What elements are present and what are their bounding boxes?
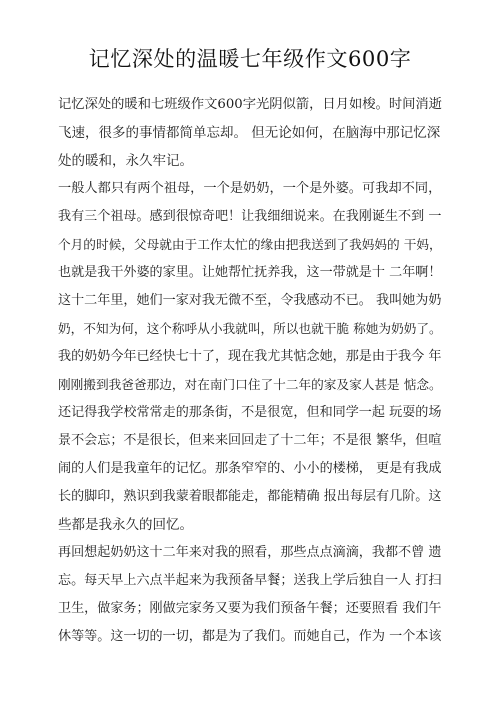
body-line: 飞速，很多的事情都简单忘却。 但无论如何，在脑海中那记忆深 [58, 125, 441, 141]
body-line: 这十二年里，她们一家对我无微不至，令我感动不已。 我叫她为奶 [58, 293, 442, 308]
body-line: 再回想起奶奶这十二年来对我的照看，那些点点滴滴，我都不曾 遗 [58, 545, 442, 560]
body-line: 长的脚印，熟识到我蒙着眼都能走，都能精确 报出每层有几阶。这 [58, 489, 442, 504]
body-line: 个月的时候，父母就由于工作太忙的缘由把我送到了我妈妈的 干妈， [58, 237, 442, 252]
body-line: 卫生，做家务；刚做完家务又要为我们预备午餐；还要照看 我们午 [58, 601, 442, 616]
body-line: 我有三个祖母。感到很惊奇吧！让我细细说来。在我刚诞生不到 一 [58, 209, 442, 224]
body-line: 我的奶奶今年已经快七十了，现在我尤其惦念她，那是由于我今 年 [58, 349, 442, 364]
body-line: 奶，不知为何，这个称呼从小我就叫，所以也就干脆 称她为奶奶了。 [58, 321, 442, 336]
body-line: 休等等。这一切的一切，都是为了我们。而她自己，作为 一个本该 [58, 629, 442, 644]
body-line: 些都是我永久的回忆。 [58, 517, 193, 533]
body-line: 处的暖和，永久牢记。 [58, 153, 193, 169]
body-line: 景不会忘；不是很长，但来来回回走了十二年；不是很 繁华，但喧 [58, 433, 442, 448]
body-line: 闹的人们是我童年的记忆。那条窄窄的、小小的楼梯， 更是有我成 [58, 461, 442, 476]
body-line: 刚刚搬到我爸爸那边，对在南门口住了十二年的家及家人甚是 惦念。 [58, 377, 442, 392]
body-line: 忘。每天早上六点半起来为我预备早餐；送我上学后独自一人 打扫 [58, 573, 442, 588]
body-line: 还记得我学校常常走的那条街，不是很宽，但和同学一起 玩耍的场 [58, 405, 442, 420]
document-title: 记忆深处的温暖七年级作文600字 [88, 46, 412, 71]
body-line: 一般人都只有两个祖母，一个是奶奶，一个是外婆。可我却不同， [58, 181, 442, 196]
body-line: 也就是我干外婆的家里。让她帮忙抚养我，这一带就是十 二年啊！ [58, 265, 442, 280]
body-line: 记忆深处的暖和七班级作文600字光阴似箭，日月如梭。时间消逝 [58, 97, 442, 112]
